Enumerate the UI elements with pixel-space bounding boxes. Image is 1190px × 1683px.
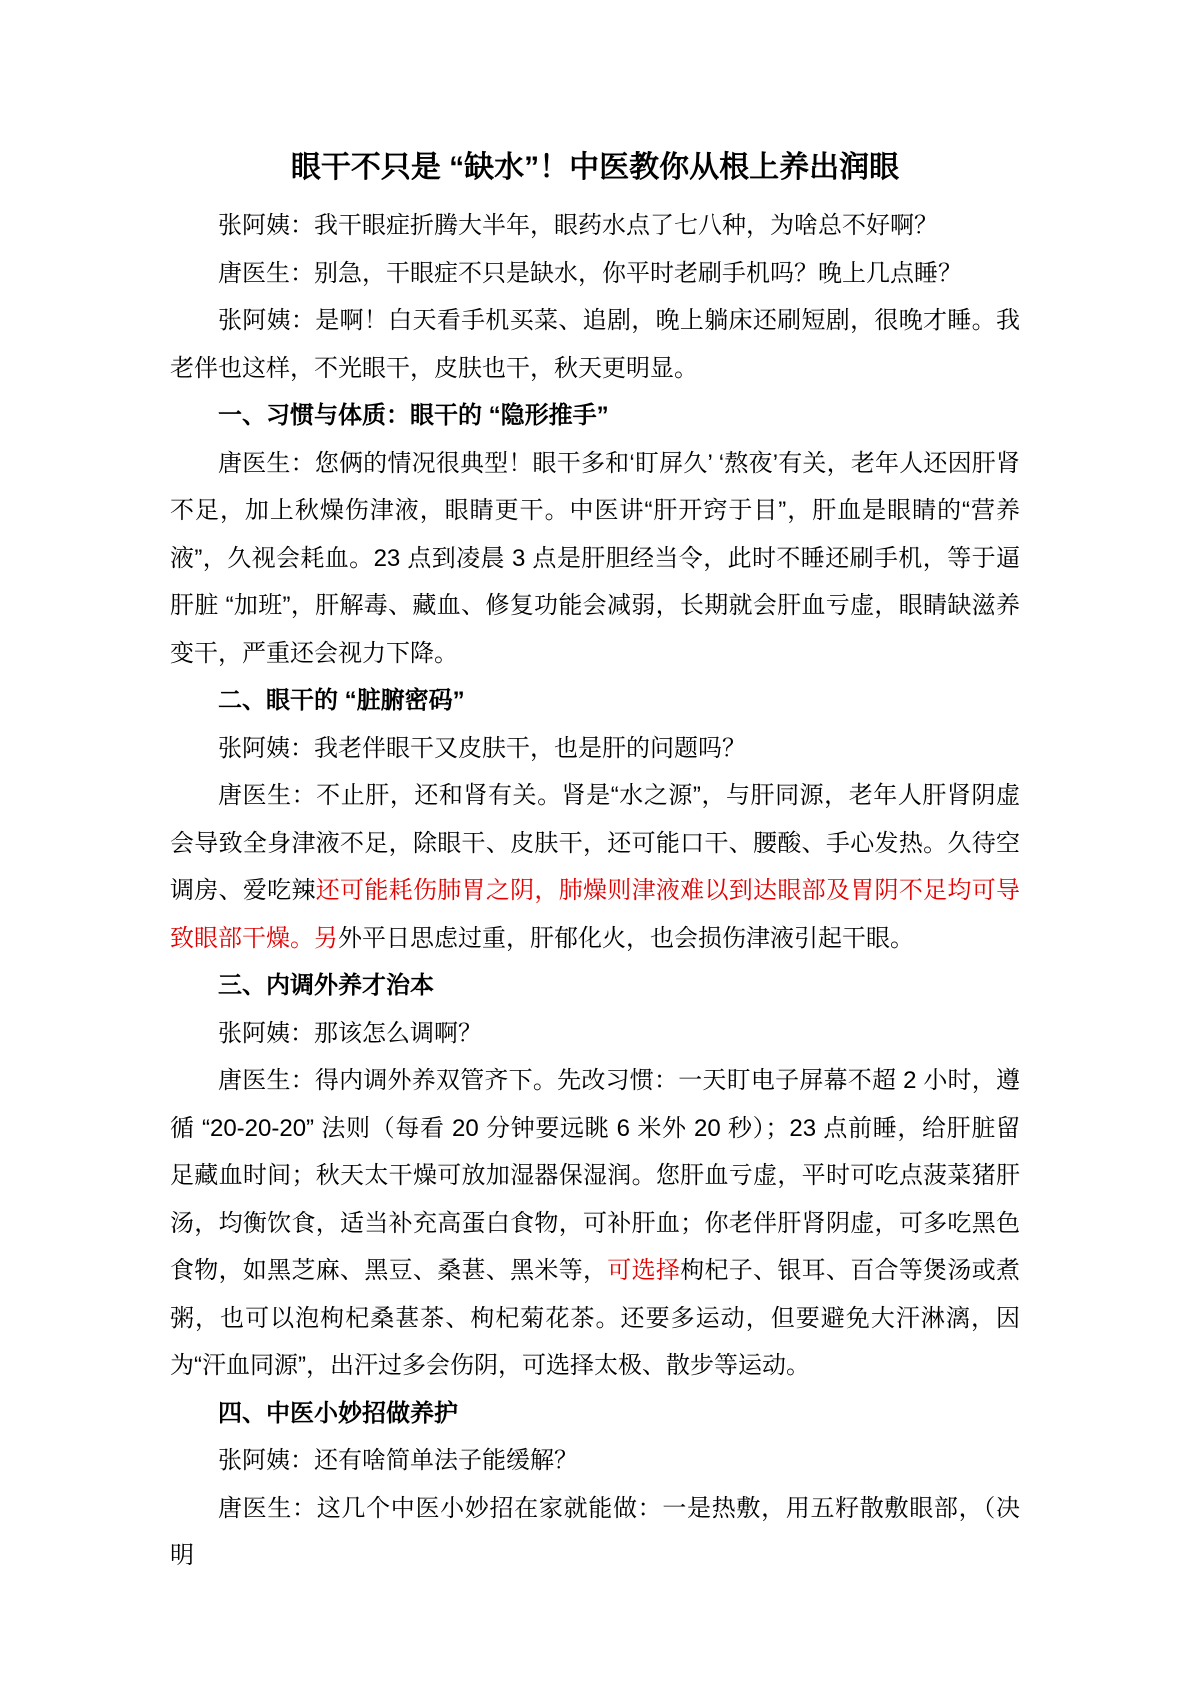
section-heading-2: 二、眼干的 “脏腑密码” [218,687,465,714]
document-title: 眼干不只是 “缺水”！中医教你从根上养出润眼 [290,151,900,184]
paragraph-dr-tang-1: 唐医生：别急，干眼症不只是缺水，你平时老刷手机吗？晚上几点睡？ [218,259,962,287]
paragraph-dr-tang-4-text-1: 唐医生：得内调外养双管齐下。先改习惯：一天盯电子屏幕不超 2 小时，遵循 “20-20-20” 法则（每看 20 分钟要远眺 6 米外 20 秒）；23 点前睡，给肝脏留足藏血时间；秋天太干燥可放加湿器保湿润。您肝血亏虚，平时可吃点菠菜猪肝汤，均衡饮食，适当补充高蛋白食物，可补肝血；你老伴肝肾阴虚，可多吃黑色食物，如黑芝麻、黑豆、桑葚、黑米等， [170,1067,1020,1284]
paragraph-dr-tang-3-text-1: 唐医生：不止肝，还和肾有关。肾是“水之源”，与肝同源，老年人肝肾阴虚会导致全身津液不足，除眼干、皮肤干，还可能口干、腰酸、手心发热。久待空调房、爱吃辣 [170,782,1020,904]
paragraph-aunt-zhang-2: 张阿姨：是啊！白天看手机买菜、追剧，晚上躺床还刷短剧，很晚才睡。我老伴也这样，不光眼干，皮肤也干，秋天更明显。 [170,307,1020,382]
paragraph-aunt-zhang-1: 张阿姨：我干眼症折腾大半年，眼药水点了七八种，为啥总不好啊？ [218,212,938,239]
paragraph-dr-tang-3-text-2: 外平日思虑过重，肝郁化火，也会损伤津液引起干眼。 [338,924,914,952]
paragraph-dr-tang-2: 唐医生：您俩的情况很典型！眼干多和‘盯屏久’ ‘熬夜’有关，老年人还因肝肾不足，加上秋燥伤津液，眼睛更干。中医讲“肝开窍于目”，肝血是眼睛的“营养液”，久视会耗血。23 点到凌晨 3 点是肝胆经当令，此时不睡还刷手机，等于逼肝脏 “加班”，肝解毒、藏血、修复功能会减弱，长期就会肝血亏虚，眼睛缺滋养变干，严重还会视力下降。 [170,449,1020,667]
paragraph-dr-tang-4-red-highlight: 可选择 [607,1257,681,1284]
section-heading-4: 四、中医小妙招做养护 [218,1399,458,1427]
paragraph-dr-tang-4 [170,1057,1020,1390]
section-heading-3: 三、内调外养才治本 [218,972,434,999]
paragraph-dr-tang-3-red-highlight: 还可能耗伤肺胃之阴，肺燥则津液难以到达眼部及胃阴不足均可导致眼部干燥。另 [170,877,1020,952]
paragraph-aunt-zhang-3: 张阿姨：我老伴眼干又皮肤干，也是肝的问题吗？ [218,734,746,762]
paragraph-dr-tang-3 [170,772,1020,962]
section-heading-1: 一、习惯与体质：眼干的 “隐形推手” [218,402,609,429]
paragraph-aunt-zhang-5: 张阿姨：还有啥简单法子能缓解？ [218,1447,578,1474]
paragraph-aunt-zhang-4: 张阿姨：那该怎么调啊？ [218,1019,482,1047]
paragraph-dr-tang-4-text-2: 枸杞子、银耳、百合等煲汤或煮粥，也可以泡枸杞桑葚茶、枸杞菊花茶。还要多运动，但要避免大汗淋漓，因为“汗血同源”，出汗过多会伤阴，可选择太极、散步等运动。 [170,1257,1021,1379]
paragraph-dr-tang-5: 唐医生：这几个中医小妙招在家就能做：一是热敷，用五籽散敷眼部，（决明 [170,1494,1020,1569]
